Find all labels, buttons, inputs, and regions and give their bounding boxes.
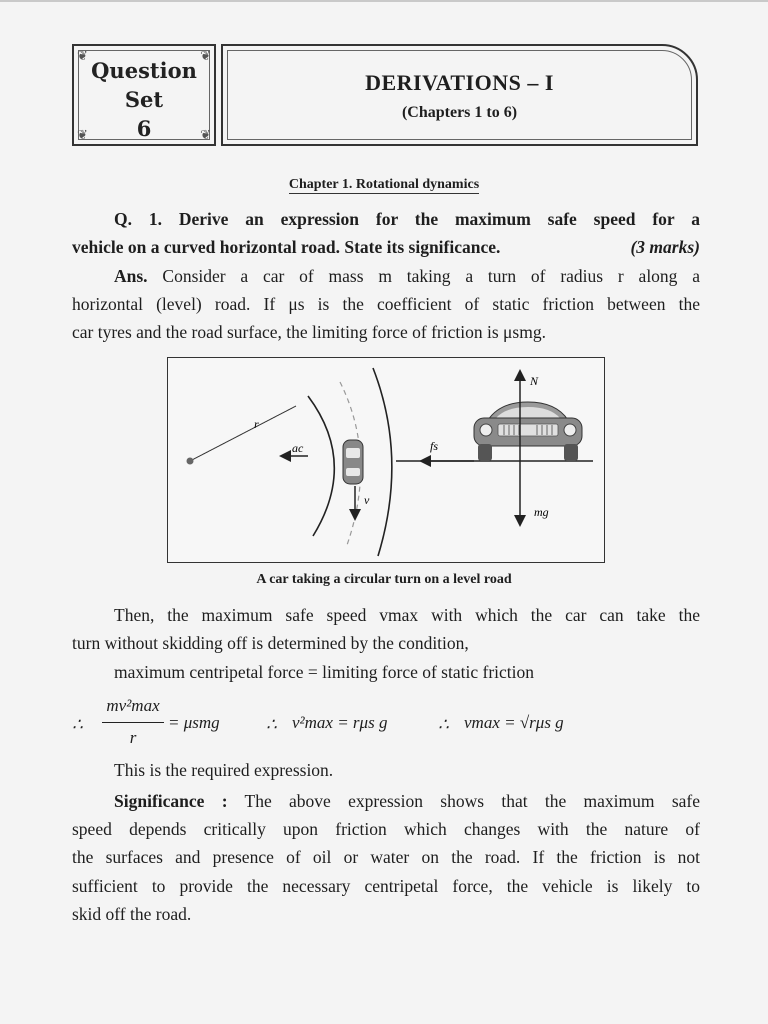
significance-line-5: skid off the road. [72,904,192,924]
therefore-symbol-3: ∴ [438,715,449,734]
corner-ornament-icon: ❦ [77,127,88,142]
corner-ornament-icon: ❦ [200,127,211,142]
label-ac: ac [292,441,304,455]
figure-car-turn [167,357,605,563]
significance-line-4: sufficient to provide the necessary centripetal force, the vehicle is likely to [72,876,700,896]
therefore-symbol-1: ∴ [72,715,83,734]
significance-line-1 [72,787,700,816]
question-text: vehicle on a curved horizontal road. State its significance. [72,237,501,257]
road-inner-edge [308,396,334,536]
top-border [0,0,768,2]
question-set-box [72,44,216,146]
label-r: r [254,417,259,431]
set-number: 6 [136,116,152,141]
required-expression-line: This is the required expression. [114,760,334,780]
eq3: vmax = √rμs g [464,713,564,732]
car-top-view [343,440,363,484]
marks-label: (3 marks) [630,237,700,257]
set-word: Set [124,87,164,112]
corner-ornament-icon: ❦ [200,48,211,63]
then-line-1: Then, the maximum safe speed vmax with which the car can take the [114,605,700,625]
question-set-word: Question [91,58,197,83]
radius-line [190,406,296,461]
eq1-denominator: r [129,728,137,747]
answer-text: Consider a car of mass m taking a turn of radius r along a [162,266,701,286]
eq2: v²max = rμs g [292,713,388,732]
figure-diagram [168,358,603,561]
label-v: v [364,493,370,507]
question-line-2 [72,233,700,262]
answer-line-1 [72,262,700,291]
title-box [221,44,698,146]
label-fs: fs [430,439,439,453]
answer-line-2: horizontal (level) road. If μs is the coefficient of static friction between the [72,294,700,314]
eq1-rhs: = μsmg [168,713,220,732]
chapter-heading-text: Chapter 1. Rotational dynamics [288,177,480,192]
corner-ornament-icon: ❦ [77,48,88,63]
road-outer-edge [373,368,392,556]
figure-caption: A car taking a circular turn on a level road [256,572,512,587]
condition-line: maximum centripetal force = limiting force of static friction [114,662,534,682]
page-title: DERIVATIONS – I [365,70,554,95]
significance-text: The above expression shows that the maximum safe [244,791,700,811]
eq1-numerator: mv²max [106,696,160,715]
label-N: N [530,374,539,388]
answer-line-3: car tyres and the road surface, the limiting force of friction is μsmg. [72,322,546,342]
significance-line-3: the surfaces and presence of oil or water on the road. If the friction is not [72,847,700,867]
label-mg: mg [534,505,549,519]
significance-label: Significance : [114,791,228,811]
question-line-1: Q. 1. Derive an expression for the maximum safe speed for a [114,209,700,229]
significance-line-2: speed depends critically upon friction which changes with the nature of [72,819,700,839]
fraction-bar [102,722,164,723]
then-line-2: turn without skidding off is determined by the condition, [72,633,469,653]
answer-label: Ans. [114,266,148,286]
center-point [187,458,194,465]
therefore-symbol-2: ∴ [266,715,277,734]
car-front-view [474,402,582,461]
chapter-heading [0,177,768,193]
page-subtitle: (Chapters 1 to 6) [401,104,518,121]
question-set-label [74,56,214,143]
